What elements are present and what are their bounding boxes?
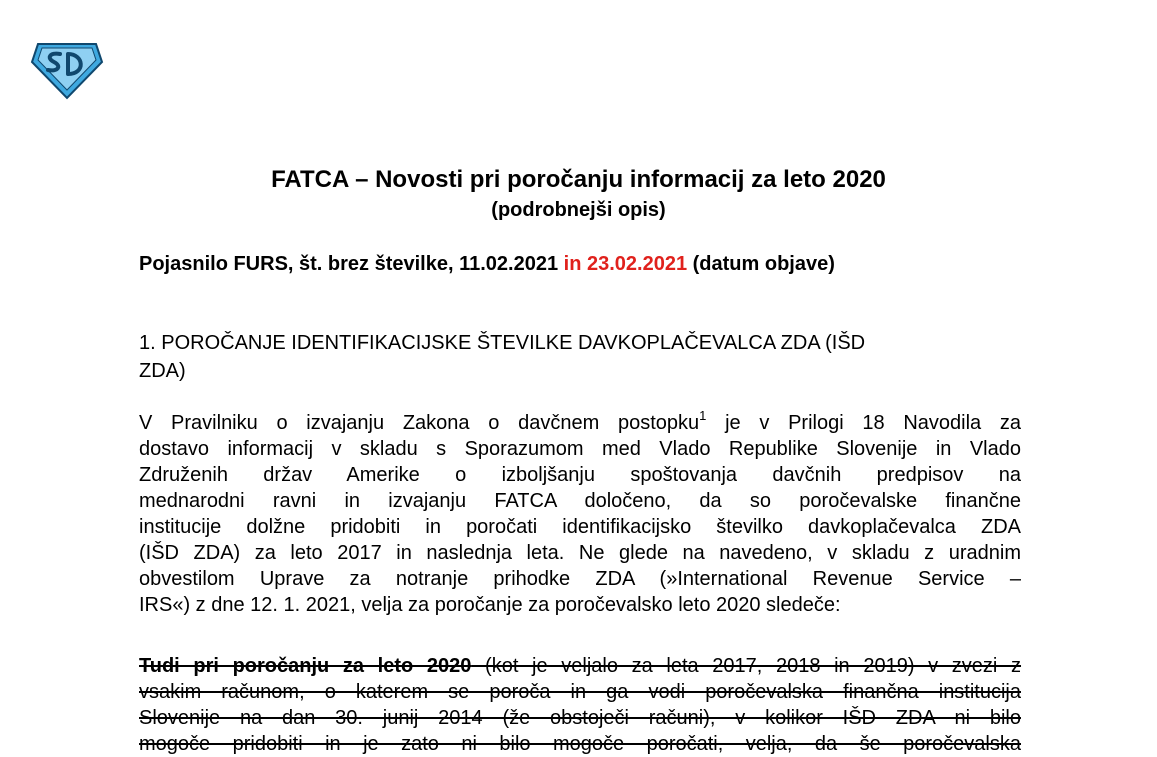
paragraph-text: (kot je veljalo za leta 2017, 2018 in 2019) v zvezi z bbox=[471, 655, 1022, 677]
paragraph bbox=[139, 410, 1021, 618]
paragraph-line: mednarodni ravni in izvajanju FATCA določeno, da so poročevalske finančne bbox=[139, 490, 1021, 512]
paragraph-text: je v Prilogi 18 Navodila za bbox=[706, 412, 1021, 434]
section-heading bbox=[139, 329, 1021, 385]
footnote-ref[interactable]: 1 bbox=[699, 408, 707, 423]
page-subtitle: (podrobnejši opis) bbox=[491, 199, 666, 221]
paragraph-line: mogoče pridobiti in je zato ni bilo mogoče poročati, velja, da še poročevalska bbox=[139, 733, 1021, 755]
paragraph-line: institucije dolžne pridobiti in poročati identifikacijsko številko davkoplačevalca ZDA bbox=[139, 516, 1021, 538]
paragraph-line: IRS«) z dne 12. 1. 2021, velja za poročanje za poročevalsko leto 2020 sledeče: bbox=[139, 594, 841, 616]
paragraph-line: vsakim računom, o katerem se poroča in ga vodi poročevalska finančna institucija bbox=[139, 681, 1021, 703]
page-title: FATCA – Novosti pri poročanju informacij za leto 2020 bbox=[271, 166, 886, 193]
logo-icon bbox=[30, 40, 104, 100]
paragraph-line bbox=[139, 653, 1021, 679]
source-prefix: Pojasnilo FURS, št. brez številke, 11.02.2021 bbox=[139, 253, 564, 275]
source-line bbox=[139, 251, 835, 277]
section-heading-line: ZDA) bbox=[139, 360, 186, 382]
source-highlight: in 23.02.2021 bbox=[563, 253, 688, 275]
struck-paragraph bbox=[139, 653, 1021, 757]
paragraph-line: Slovenije na dan 30. junij 2014 (že obstoječi računi), v kolikor IŠD ZDA ni bilo bbox=[139, 707, 1021, 729]
section-heading-line: 1. POROČANJE IDENTIFIKACIJSKE ŠTEVILKE DAVKOPLAČEVALCA ZDA (IŠD bbox=[139, 332, 866, 354]
paragraph-line bbox=[139, 410, 1021, 436]
paragraph-line: Združenih držav Amerike o izboljšanju spoštovanja davčnih predpisov na bbox=[139, 464, 1021, 486]
paragraph-line: dostavo informacij v skladu s Sporazumom med Vlado Republike Slovenije in Vlado bbox=[139, 438, 1021, 460]
paragraph-text: V Pravilniku o izvajanju Zakona o davčnem postopku bbox=[139, 412, 700, 434]
source-suffix: (datum objave) bbox=[687, 253, 835, 275]
paragraph-line: (IŠD ZDA) za leto 2017 in naslednja leta. Ne glede na navedeno, v skladu z uradnim bbox=[139, 542, 1021, 564]
paragraph-line: obvestilom Uprave za notranje prihodke ZDA (»International Revenue Service – bbox=[139, 568, 1021, 590]
paragraph-bold: Tudi pri poročanju za leto 2020 bbox=[139, 655, 472, 677]
